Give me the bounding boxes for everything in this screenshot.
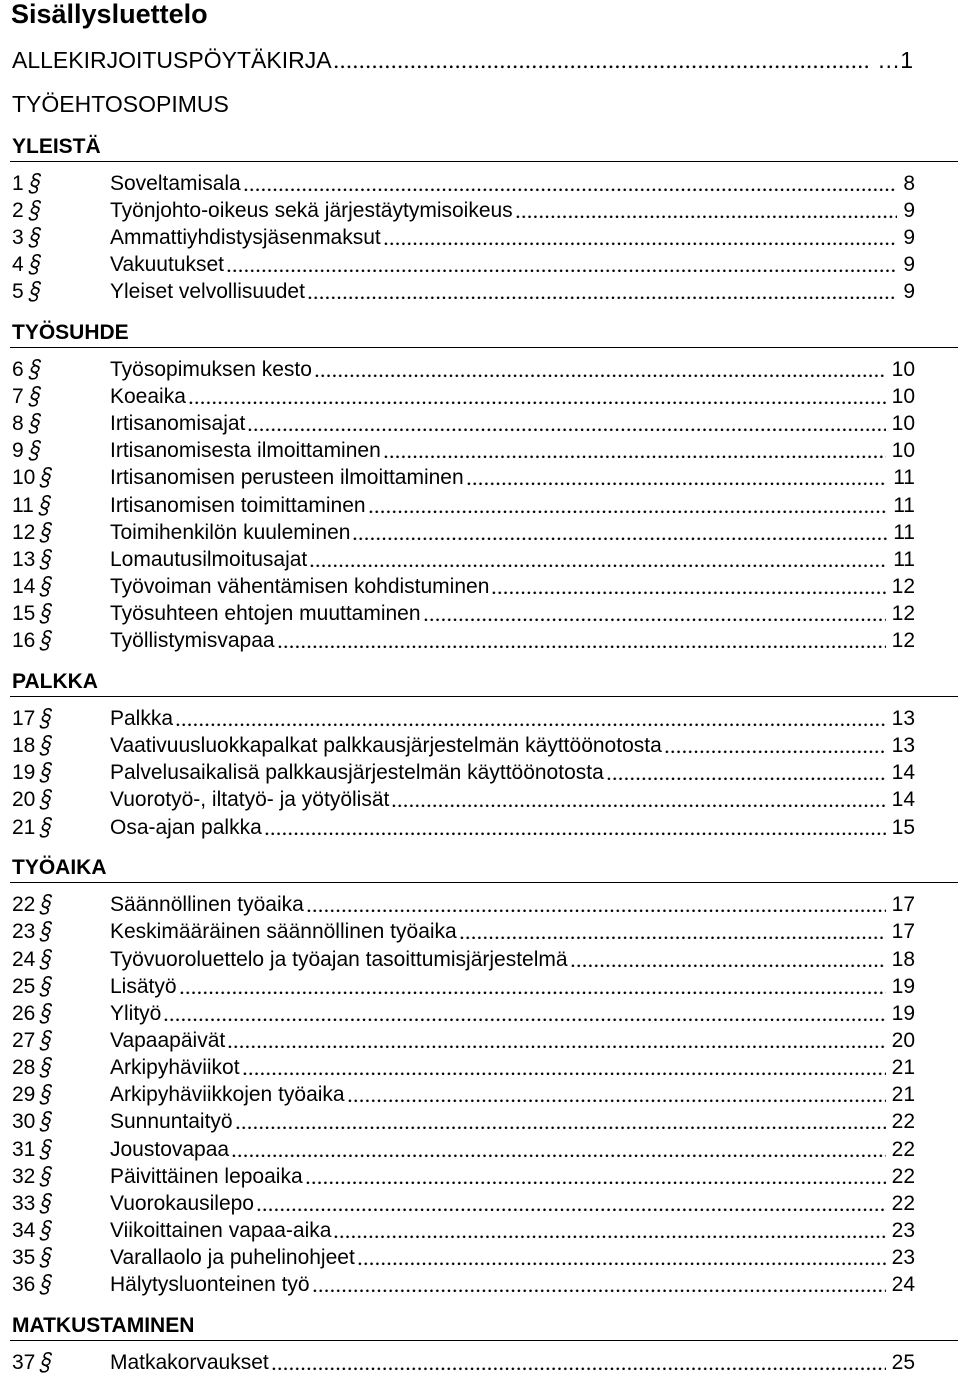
dot-leader xyxy=(491,573,885,600)
entry-number: 15 xyxy=(12,602,36,626)
dot-leader xyxy=(606,759,886,786)
entry-number: 20 xyxy=(12,788,36,812)
entry-number-cell xyxy=(12,1054,110,1081)
dot-leader xyxy=(163,1000,885,1027)
entry-number: 10 xyxy=(12,466,36,490)
toc-entry[interactable] xyxy=(10,224,958,251)
toc-entry[interactable] xyxy=(10,492,958,519)
entry-number-cell xyxy=(12,946,110,973)
entry-number-cell xyxy=(12,973,110,1000)
section-sign: § xyxy=(37,1080,56,1109)
section-sign: § xyxy=(37,1135,56,1164)
entry-number-cell xyxy=(12,1108,110,1135)
toc-section xyxy=(10,133,958,306)
toc-entry[interactable] xyxy=(10,1054,958,1081)
entry-number-cell xyxy=(12,573,110,600)
entry-page-number: 13 xyxy=(891,734,915,758)
entry-title: Irtisanomisesta ilmoittaminen xyxy=(110,439,381,463)
dot-leader xyxy=(227,1027,885,1054)
entry-title: Matkakorvaukset xyxy=(110,1351,269,1375)
entry-number-cell xyxy=(12,1027,110,1054)
section-sign: § xyxy=(37,972,56,1001)
toc-entry[interactable] xyxy=(10,627,958,654)
entry-title: Osa-ajan palkka xyxy=(110,815,262,839)
section-sign: § xyxy=(37,731,56,760)
section-sign: § xyxy=(37,572,56,601)
section-sign: § xyxy=(37,599,56,628)
dot-leader xyxy=(312,1271,886,1298)
dot-leader xyxy=(231,1136,886,1163)
entry-number: 19 xyxy=(12,761,36,785)
dot-leader xyxy=(515,197,898,224)
section-sign: § xyxy=(37,704,56,733)
section-sign: § xyxy=(35,491,54,520)
entry-number: 3 xyxy=(12,225,24,249)
entry-number-cell xyxy=(12,356,110,383)
section-sign: § xyxy=(37,1243,56,1272)
entry-number: 36 xyxy=(12,1273,36,1297)
dot-leader xyxy=(226,251,897,278)
dot-leader xyxy=(664,732,886,759)
section-sign: § xyxy=(37,1162,56,1191)
entry-number: 8 xyxy=(12,412,24,436)
entry-number: 14 xyxy=(12,575,36,599)
entry-number-cell xyxy=(12,600,110,627)
toc-entry[interactable] xyxy=(10,170,958,197)
entry-number-cell xyxy=(12,1244,110,1271)
entry-page-number: 9 xyxy=(903,253,915,277)
toc-entry[interactable] xyxy=(10,814,958,841)
dot-leader xyxy=(459,918,886,945)
section-sign: § xyxy=(37,945,56,974)
entry-number-cell xyxy=(12,1271,110,1298)
entry-page-number: 23 xyxy=(891,1219,915,1243)
entry-page-number: 21 xyxy=(891,1056,915,1080)
dot-leader xyxy=(271,1349,886,1376)
entry-page-number: 10 xyxy=(891,357,915,381)
entry-number-cell xyxy=(12,732,110,759)
entry-number-cell xyxy=(12,383,110,410)
entry-page-number: 11 xyxy=(893,466,915,490)
entry-page-number: 22 xyxy=(891,1164,915,1188)
toc-entry[interactable] xyxy=(10,356,958,383)
dot-leader xyxy=(333,45,870,75)
toc-entry[interactable] xyxy=(10,1163,958,1190)
toc-entry[interactable] xyxy=(10,278,958,305)
entry-title: Lisätyö xyxy=(110,974,177,998)
page-title: Sisällysluettelo xyxy=(11,0,208,29)
entry-title: Hälytysluonteinen työ xyxy=(110,1273,310,1297)
entry-number: 12 xyxy=(12,520,36,544)
entry-number-cell xyxy=(12,224,110,251)
entry-number: 33 xyxy=(12,1191,36,1215)
dot-leader xyxy=(423,600,886,627)
entry-number-cell xyxy=(12,410,110,437)
entry-number-cell xyxy=(12,1000,110,1027)
dot-leader xyxy=(188,383,886,410)
toc-entry-list xyxy=(10,891,958,1298)
entry-title: Irtisanomisen perusteen ilmoittaminen xyxy=(110,466,464,490)
dot-leader xyxy=(333,1217,885,1244)
entry-page-number: 8 xyxy=(903,171,915,195)
entry-title: Irtisanomisajat xyxy=(110,412,246,436)
entry-page-number: 11 xyxy=(893,520,915,544)
section-sign: § xyxy=(25,196,44,225)
entry-title: Työllistymisvapaa xyxy=(110,629,275,653)
entry-number-cell xyxy=(12,519,110,546)
dot-leader xyxy=(383,437,886,464)
section-sign: § xyxy=(37,785,56,814)
section-sign: § xyxy=(25,250,44,279)
entry-title: Palkka xyxy=(110,707,174,731)
entry-number-cell xyxy=(12,705,110,732)
entry-title: Keskimääräinen säännöllinen työaika xyxy=(110,920,457,944)
entry-number: 27 xyxy=(12,1029,36,1053)
toc-entry[interactable] xyxy=(10,1349,958,1376)
toc-entry[interactable] xyxy=(10,786,958,813)
entry-page-number: …1 xyxy=(877,47,913,73)
entry-title: Soveltamisala xyxy=(110,171,241,195)
entry-number: 21 xyxy=(12,815,36,839)
entry-page-number: 12 xyxy=(891,629,915,653)
toc-entry[interactable] xyxy=(10,600,958,627)
entry-page-number: 20 xyxy=(891,1029,915,1053)
section-sign: § xyxy=(37,1216,56,1245)
toc-entry[interactable] xyxy=(10,918,958,945)
toc-entry-list xyxy=(10,170,958,306)
section-sign: § xyxy=(37,545,56,574)
toc-entry[interactable] xyxy=(10,410,958,437)
toc-entry[interactable] xyxy=(10,1190,958,1217)
entry-number: 34 xyxy=(12,1219,36,1243)
dot-leader xyxy=(247,410,885,437)
toc-entry[interactable] xyxy=(10,1000,958,1027)
entry-title: Työsopimuksen kesto xyxy=(110,357,312,381)
section-sign: § xyxy=(25,223,44,252)
toc-entry[interactable] xyxy=(10,705,958,732)
section-sign: § xyxy=(37,1348,56,1377)
entry-number: 26 xyxy=(12,1001,36,1025)
entry-number-cell xyxy=(12,1136,110,1163)
entry-number: 1 xyxy=(12,171,24,195)
entry-title: Ammattiyhdistysjäsenmaksut xyxy=(110,225,381,249)
entry-number-cell xyxy=(12,786,110,813)
section-heading: YLEISTÄ xyxy=(10,133,958,162)
entry-title: Yleiset velvollisuudet xyxy=(110,280,305,304)
entry-number: 35 xyxy=(12,1246,36,1270)
section-sign: § xyxy=(37,1189,56,1218)
toc-section xyxy=(10,854,958,1298)
entry-number: 29 xyxy=(12,1083,36,1107)
toc-entry[interactable] xyxy=(10,1217,958,1244)
entry-title: Koeaika xyxy=(110,385,186,409)
entry-page-number: 17 xyxy=(891,920,915,944)
entry-title: Työvoiman vähentämisen kohdistuminen xyxy=(110,575,490,599)
section-sign: § xyxy=(37,518,56,547)
dot-leader xyxy=(306,891,886,918)
section-heading: TYÖAIKA xyxy=(10,854,958,883)
dot-leader xyxy=(307,278,897,305)
toc-entry[interactable] xyxy=(10,464,958,491)
dot-leader xyxy=(179,973,886,1000)
entry-page-number: 19 xyxy=(891,974,915,998)
section-sign: § xyxy=(25,169,44,198)
dot-leader xyxy=(305,1163,886,1190)
entry-page-number: 11 xyxy=(893,547,915,571)
entry-title: Toimihenkilön kuuleminen xyxy=(110,520,351,544)
entry-title: Vapaapäivät xyxy=(110,1029,226,1053)
entry-number-cell xyxy=(12,170,110,197)
entry-number: 13 xyxy=(12,547,36,571)
entry-title: Lomautusilmoitusajat xyxy=(110,547,308,571)
entry-number: 2 xyxy=(12,198,24,222)
entry-page-number: 19 xyxy=(891,1001,915,1025)
entry-number: 9 xyxy=(12,439,24,463)
dot-leader xyxy=(314,356,886,383)
toc-entry[interactable] xyxy=(10,946,958,973)
section-sign: § xyxy=(37,758,56,787)
entry-title: Varallaolo ja puhelinohjeet xyxy=(110,1246,355,1270)
toc-entry[interactable] xyxy=(10,1271,958,1298)
toc-entry[interactable] xyxy=(10,759,958,786)
entry-number-cell xyxy=(12,1217,110,1244)
toc-section xyxy=(10,668,958,841)
section-heading: PALKKA xyxy=(10,668,958,697)
entry-page-number: 10 xyxy=(891,385,915,409)
entry-number-cell xyxy=(12,251,110,278)
section-sign: § xyxy=(25,355,44,384)
entry-page-number: 21 xyxy=(891,1083,915,1107)
toc-section xyxy=(10,319,958,655)
entry-page-number: 14 xyxy=(891,761,915,785)
section-sign: § xyxy=(25,436,44,465)
dot-leader xyxy=(235,1108,886,1135)
entry-page-number: 12 xyxy=(891,602,915,626)
entry-page-number: 18 xyxy=(891,947,915,971)
entry-page-number: 15 xyxy=(891,815,915,839)
entry-title: Työnjohto-oikeus sekä järjestäytymisoikeus xyxy=(110,198,513,222)
entry-number: 11 xyxy=(12,493,34,517)
entry-number-cell xyxy=(12,278,110,305)
entry-page-number: 12 xyxy=(891,575,915,599)
entry-title: Vakuutukset xyxy=(110,253,225,277)
dot-leader xyxy=(383,224,898,251)
dot-leader xyxy=(264,814,886,841)
entry-title: Arkipyhäviikkojen työaika xyxy=(110,1083,345,1107)
dot-leader xyxy=(570,946,886,973)
entry-page-number: 10 xyxy=(891,412,915,436)
entry-number-cell xyxy=(12,814,110,841)
entry-page-number: 22 xyxy=(891,1110,915,1134)
entry-title: Palvelusaikalisä palkkausjärjestelmän käyttöönotosta xyxy=(110,761,604,785)
toc-entry-list xyxy=(10,705,958,841)
entry-number: 24 xyxy=(12,947,36,971)
entry-page-number: 13 xyxy=(891,707,915,731)
section-sign: § xyxy=(37,890,56,919)
entry-number: 4 xyxy=(12,253,24,277)
entry-number-cell xyxy=(12,1163,110,1190)
dot-leader xyxy=(368,492,888,519)
toc-entry-list xyxy=(10,1349,958,1376)
entry-page-number: 23 xyxy=(891,1246,915,1270)
entry-number: 5 xyxy=(12,280,24,304)
section-heading: TYÖSUHDE xyxy=(10,319,958,348)
entry-title: Viikoittainen vapaa-aika xyxy=(110,1219,332,1243)
entry-number-cell xyxy=(12,492,110,519)
toc-entry[interactable] xyxy=(10,1244,958,1271)
dot-leader xyxy=(242,1054,886,1081)
entry-number-cell xyxy=(12,197,110,224)
entry-page-number: 17 xyxy=(891,893,915,917)
entry-page-number: 11 xyxy=(893,493,915,517)
entry-number-cell xyxy=(12,464,110,491)
entry-number-cell xyxy=(12,891,110,918)
entry-title: Arkipyhäviikot xyxy=(110,1056,240,1080)
section-sign: § xyxy=(37,1270,56,1299)
dot-leader xyxy=(309,546,887,573)
agreement-title xyxy=(0,89,913,119)
entry-number: 31 xyxy=(12,1137,36,1161)
entry-number-cell xyxy=(12,1190,110,1217)
entry-page-number: 22 xyxy=(891,1137,915,1161)
section-sign: § xyxy=(37,1026,56,1055)
entry-number-cell xyxy=(12,918,110,945)
agreement-title-text: TYÖEHTOSOPIMUS xyxy=(12,91,229,117)
entry-page-number: 22 xyxy=(891,1191,915,1215)
toc-entry[interactable] xyxy=(10,732,958,759)
toc-entry-signature-protocol[interactable] xyxy=(0,45,913,75)
toc-entry[interactable] xyxy=(10,383,958,410)
section-sign: § xyxy=(37,463,56,492)
section-sign: § xyxy=(25,409,44,438)
entry-number-cell xyxy=(12,627,110,654)
entry-title: Päivittäinen lepoaika xyxy=(110,1164,303,1188)
section-sign: § xyxy=(25,382,44,411)
entry-number: 30 xyxy=(12,1110,36,1134)
toc-entry[interactable] xyxy=(10,251,958,278)
entry-number: 7 xyxy=(12,385,24,409)
section-sign: § xyxy=(37,917,56,946)
entry-page-number: 9 xyxy=(903,198,915,222)
entry-page-number: 24 xyxy=(891,1273,915,1297)
entry-number: 6 xyxy=(12,357,24,381)
entry-number-cell xyxy=(12,759,110,786)
entry-number: 32 xyxy=(12,1164,36,1188)
toc-entry[interactable] xyxy=(10,891,958,918)
entry-page-number: 10 xyxy=(891,439,915,463)
entry-page-number: 14 xyxy=(891,788,915,812)
entry-title: Vuorotyö-, iltatyö- ja yötyölisät xyxy=(110,788,390,812)
entry-title: Joustovapaa xyxy=(110,1137,230,1161)
entry-title: Ylityö xyxy=(110,1001,162,1025)
entry-number: 18 xyxy=(12,734,36,758)
dot-leader xyxy=(352,519,887,546)
entry-number: 28 xyxy=(12,1056,36,1080)
section-sign: § xyxy=(37,626,56,655)
toc-entry[interactable] xyxy=(10,573,958,600)
dot-leader xyxy=(391,786,885,813)
entry-number-cell xyxy=(12,1349,110,1376)
toc-entry[interactable] xyxy=(10,973,958,1000)
section-sign: § xyxy=(37,999,56,1028)
entry-title: Sunnuntaityö xyxy=(110,1110,233,1134)
entry-number: 37 xyxy=(12,1351,36,1375)
toc-section xyxy=(10,1312,958,1376)
toc-entry[interactable] xyxy=(10,437,958,464)
entry-number: 23 xyxy=(12,920,36,944)
entry-number-cell xyxy=(12,1081,110,1108)
section-sign: § xyxy=(25,277,44,306)
entry-title: Irtisanomisen toimittaminen xyxy=(110,493,366,517)
dot-leader xyxy=(256,1190,886,1217)
toc-entry[interactable] xyxy=(10,1136,958,1163)
section-sign: § xyxy=(37,1107,56,1136)
entry-title: ALLEKIRJOITUSPÖYTÄKIRJA xyxy=(12,47,332,73)
entry-title: Vuorokausilepo xyxy=(110,1191,254,1215)
entry-title: Vaativuusluokkapalkat palkkausjärjestelmän käyttöönotosta xyxy=(110,734,662,758)
dot-leader xyxy=(347,1081,886,1108)
entry-title: Työvuoroluettelo ja työajan tasoittumisjärjestelmä xyxy=(110,947,568,971)
entry-number: 22 xyxy=(12,893,36,917)
section-sign: § xyxy=(37,813,56,842)
toc-entry[interactable] xyxy=(10,1081,958,1108)
entry-title: Säännöllinen työaika xyxy=(110,893,304,917)
section-heading: MATKUSTAMINEN xyxy=(10,1312,958,1341)
entry-number: 16 xyxy=(12,629,36,653)
toc-entry[interactable] xyxy=(10,1108,958,1135)
dot-leader xyxy=(243,170,898,197)
dot-leader xyxy=(175,705,886,732)
toc-sections xyxy=(0,133,960,1377)
entry-number-cell xyxy=(12,437,110,464)
entry-page-number: 9 xyxy=(903,225,915,249)
toc-entry[interactable] xyxy=(10,1027,958,1054)
entry-page-number: 9 xyxy=(903,280,915,304)
dot-leader xyxy=(277,627,886,654)
entry-page-number: 25 xyxy=(891,1351,915,1375)
entry-number: 17 xyxy=(12,707,36,731)
section-sign: § xyxy=(37,1053,56,1082)
toc-entry-list xyxy=(10,356,958,655)
entry-number-cell xyxy=(12,546,110,573)
entry-title: Työsuhteen ehtojen muuttaminen xyxy=(110,602,421,626)
entry-number: 25 xyxy=(12,974,36,998)
toc-entry[interactable] xyxy=(10,197,958,224)
dot-leader xyxy=(466,464,888,491)
toc-entry[interactable] xyxy=(10,546,958,573)
toc-entry[interactable] xyxy=(10,519,958,546)
dot-leader xyxy=(357,1244,886,1271)
